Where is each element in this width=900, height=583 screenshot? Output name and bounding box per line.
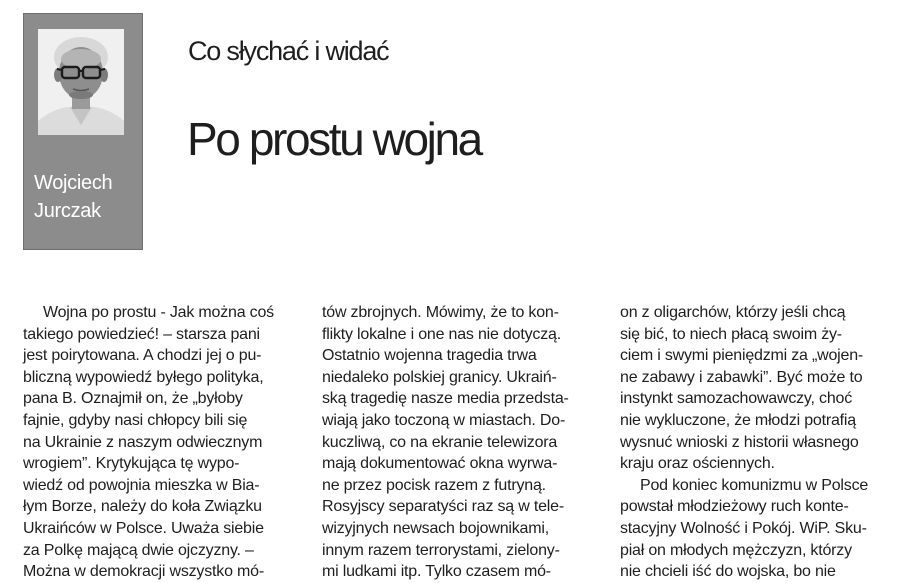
text-line: na Ukrainie z naszym odwiecznym: [23, 433, 263, 451]
text-line: mają dokumentować okna wyrwa-: [322, 455, 558, 473]
text-line: niedaleko polskiej granicy. Ukraiń-: [322, 368, 557, 386]
text-line: wysnuć wnioski z historii własnego: [620, 433, 859, 451]
text-line: bliczną wypowiedź byłego polityka,: [23, 368, 264, 386]
author-first-name: Wojciech: [34, 172, 113, 194]
text-line: za Polkę mającą dwie ojczyzny. –: [23, 541, 254, 559]
text-line: fajnie, gdyby nasi chłopcy bili się: [23, 411, 248, 429]
text-line: jest poirytowana. A chodzi jej o pu-: [23, 347, 262, 365]
text-line: instynkt samozachowawczy, choć: [620, 390, 853, 408]
article-column-3: [620, 302, 886, 581]
article-column-1: [23, 302, 289, 581]
article-column-2: [322, 302, 588, 581]
text-line: wiają jako toczoną w miastach. Do-: [322, 411, 566, 429]
author-box: [23, 13, 143, 250]
text-line: wrogiem”. Krytykująca tę wypo-: [23, 455, 240, 473]
text-line: łym Borze, należy do koła Związku: [23, 498, 262, 516]
rubric-title: Co słychać i widać: [188, 36, 389, 66]
text-line: kraju oraz ościennych.: [620, 455, 775, 473]
text-line: Ukraińców w Polsce. Uważa siebie: [23, 519, 264, 537]
text-line: tów zbrojnych. Mówimy, że to kon-: [322, 304, 559, 321]
text-line: wizyjnych newsach bojownikami,: [322, 519, 549, 537]
text-line: on z oligarchów, którzy jeśli chcą: [620, 304, 846, 321]
author-portrait-icon: [38, 29, 124, 135]
text-line: piał on młodych mężczyzn, którzy: [620, 541, 852, 559]
text-line: mi ludkami itp. Tylko czasem mó-: [322, 563, 551, 581]
text-line: stacyjny Wolność i Pokój. WiP. Sku-: [620, 519, 867, 537]
text-line: ne przez pocisk razem z futryną.: [322, 476, 546, 494]
text-line: powstał młodzieżowy ruch konte-: [620, 498, 849, 516]
text-line: Rosyjscy separatyści raz są w tele-: [322, 498, 564, 516]
text-line: nie chcieli iść do wojska, bo nie: [620, 563, 836, 581]
text-line: innym razem terrorystami, zielony-: [322, 541, 560, 559]
text-line: ską tragedię nasze media przedsta-: [322, 390, 569, 408]
text-line: kuczliwą, co na ekranie telewizora: [322, 433, 558, 451]
text-line: Można w demokracji wszystko mó-: [23, 563, 264, 581]
author-last-name: Jurczak: [34, 200, 101, 222]
text-line: ne zabawy i zabawki”. Być może to: [620, 368, 863, 386]
text-line: Wojna po prostu - Jak można coś: [43, 304, 274, 321]
text-line: Pod koniec komunizmu w Polsce: [640, 476, 869, 494]
text-line: takiego powiedzieć! – starsza pani: [23, 325, 260, 343]
text-line: flikty lokalne i one nas nie dotyczą.: [322, 325, 561, 343]
text-line: wiedź od powojnia mieszka w Bia-: [23, 476, 260, 494]
author-portrait: [38, 29, 124, 135]
text-line: nie wykluczone, że młodzi potrafią: [620, 411, 856, 429]
text-line: ciem i swymi pieniędzmi za „wojen-: [620, 347, 864, 365]
text-line: się bić, to niech płacą swoim ży-: [620, 325, 842, 343]
author-name: [34, 169, 139, 225]
text-line: Ostatnio wojenna tragedia trwa: [322, 347, 537, 365]
article-headline: Po prostu wojna: [187, 113, 481, 165]
text-line: pana B. Oznajmił on, że „byłoby: [23, 390, 243, 408]
